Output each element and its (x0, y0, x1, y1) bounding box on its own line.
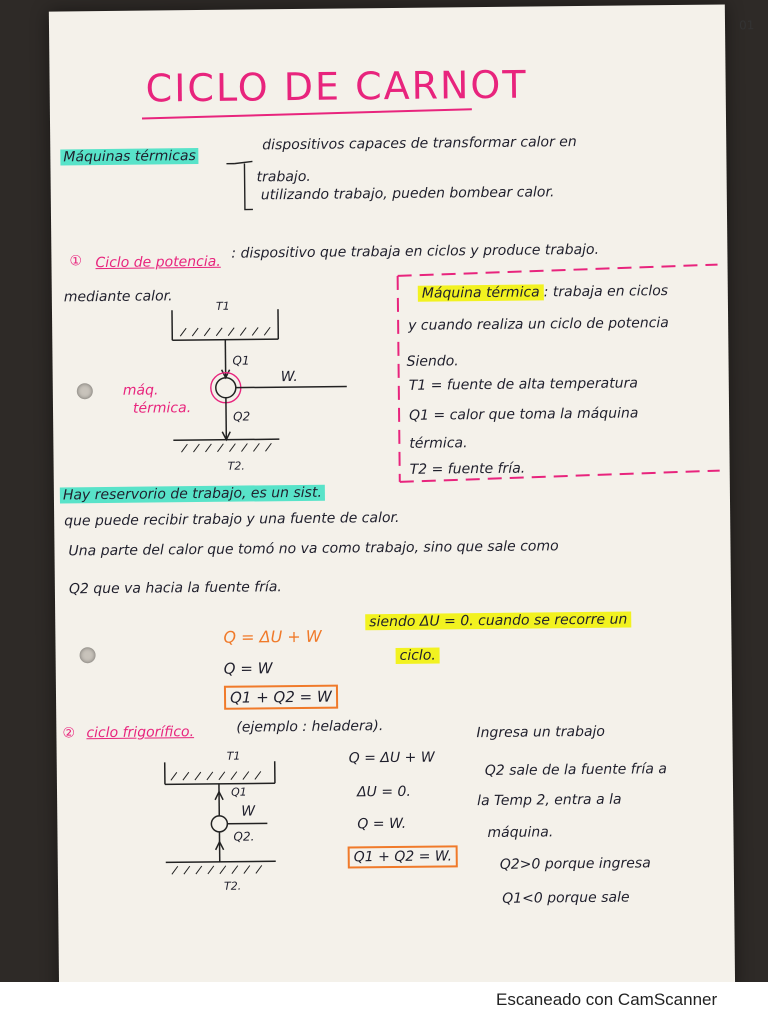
section2-note-line6: Q1<0 porque sale (502, 889, 630, 907)
section2-note-line4: máquina. (487, 824, 554, 842)
section2-equation-1: Q = ΔU + W (348, 749, 435, 767)
section1-equation-3: Q1 + Q2 = W (224, 685, 338, 710)
binder-hole (77, 383, 93, 399)
section2-note-line5: Q2>0 porque ingresa (499, 855, 651, 873)
intro-line2: trabajo. (256, 168, 311, 186)
section1-equation-1: Q = ΔU + W (223, 626, 322, 647)
box-line3: Siendo. (406, 353, 459, 370)
diagram1-maq-label2: térmica. (132, 400, 192, 417)
section2-equation-4: Q1 + Q2 = W. (348, 845, 459, 868)
diagram1-w: W. (280, 368, 298, 386)
intro-line3: utilizando trabajo, pueden bombear calor. (260, 184, 555, 204)
diagram2-w: W (241, 803, 256, 820)
section2-number: ② (62, 725, 76, 742)
section1-text-line1: : dispositivo que trabaja en ciclos y produce trabajo. (231, 241, 600, 262)
section2-equation-2: ΔU = 0. (356, 783, 411, 801)
section1-number: ① (69, 253, 83, 270)
section1-heading: Ciclo de potencia. (95, 253, 221, 272)
diagram1-maq-label1: máq. (122, 382, 159, 399)
section2-example: (ejemplo : heladera). (236, 718, 384, 736)
section2-heading: ciclo frigorífico. (86, 724, 195, 742)
intro-term: Máquinas térmicas (60, 148, 199, 165)
hay-line: Hay reservorio de trabajo, es un sist. (60, 485, 325, 504)
diagram2-t2: T2. (223, 879, 242, 893)
diagram2-q1: Q1 (230, 785, 247, 799)
box-line5: Q1 = calor que toma la máquina (409, 405, 639, 424)
paragraph-line3: Q2 que va hacia la fuente fría. (68, 579, 282, 598)
section2-equation-3: Q = W. (357, 815, 407, 833)
section1-note-line1: siendo ΔU = 0. cuando se recorre un (365, 612, 631, 631)
notebook-page (49, 4, 755, 999)
section2-note-line1: Ingresa un trabajo (476, 723, 606, 742)
box-line1: Máquina térmica : trabaja en ciclos (418, 283, 668, 302)
box-line6: térmica. (409, 435, 468, 452)
diagram1-t1: T1 (215, 299, 230, 313)
heat-engine-diagram (162, 298, 364, 470)
section2-note-line3: la Temp 2, entra a la (477, 791, 622, 810)
section1-equation-2: Q = W (223, 659, 273, 678)
page-number: 01 (738, 18, 755, 33)
page-title: CICLO DE CARNOT (145, 62, 528, 111)
refrigerator-diagram (157, 756, 359, 908)
diagram2-t1: T1 (226, 749, 241, 763)
diagram1-q1: Q1 (232, 353, 250, 368)
box-line2: y cuando realiza un ciclo de potencia (408, 315, 669, 334)
box-line4: T1 = fuente de alta temperatura (408, 375, 638, 394)
diagram2-q2: Q2. (233, 829, 255, 844)
diagram1-t2: T2. (227, 459, 245, 473)
box-line7: T2 = fuente fría. (409, 460, 526, 478)
scanner-watermark: Escaneado con CamScanner (496, 990, 718, 1009)
section2-note-line2: Q2 sale de la fuente fría a (484, 761, 668, 780)
section1-text-line2: mediante calor. (63, 288, 173, 306)
paragraph-line2: Una parte del calor que tomó no va como trabajo, sino que sale como (68, 538, 559, 560)
section1-note-line2: ciclo. (396, 648, 440, 664)
diagram1-q2: Q2 (233, 409, 251, 424)
intro-line1: dispositivos capaces de transformar calor en (262, 134, 577, 154)
binder-hole (80, 647, 96, 663)
paragraph-line1: que puede recibir trabajo y una fuente de calor. (64, 509, 400, 530)
